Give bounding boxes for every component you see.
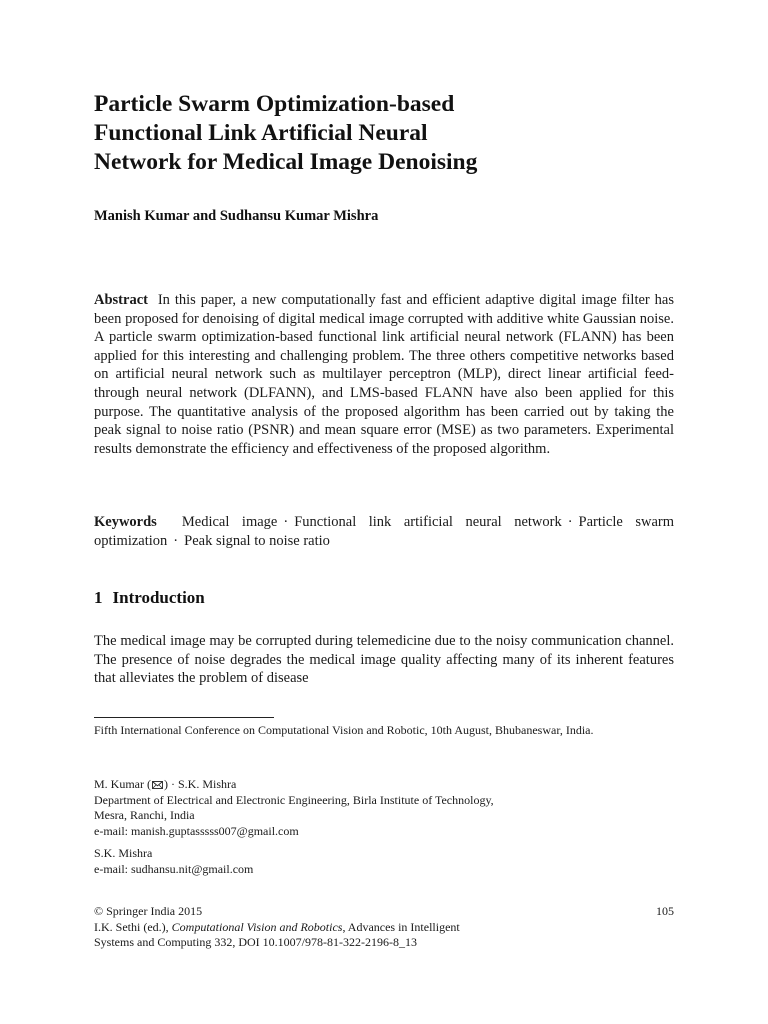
keyword-item: Peak signal to noise ratio: [184, 532, 330, 549]
keyword-separator: ·: [173, 532, 179, 549]
section-number: 1: [94, 588, 103, 607]
keywords-label: Keywords: [94, 514, 157, 530]
envelope-icon: [152, 781, 163, 789]
email-author-a: e-mail: manish.guptasssss007@gmail.com: [94, 823, 299, 838]
keyword-item: Medical image: [181, 514, 278, 530]
location: Mesra, Ranchi, India: [94, 808, 195, 823]
keyword-item: Functional link artificial neural network: [294, 514, 562, 530]
title-line-2: Functional Link Artificial Neural: [94, 120, 428, 146]
title-line-1: Particle Swarm Optimization-based: [94, 91, 455, 117]
abstract: [94, 291, 674, 458]
author-separator: · S.K. Mishra: [168, 777, 237, 791]
abstract-label: Abstract: [94, 292, 148, 308]
author-a-close: ): [164, 777, 168, 791]
keyword-item: Particle swarm optimization: [94, 514, 675, 549]
keyword-separator: ·: [567, 514, 573, 530]
section-heading: [94, 588, 205, 608]
email-author-b: e-mail: sudhansu.nit@gmail.com: [94, 861, 254, 876]
department: Department of Electrical and Electronic Engineering, Birla Institute of Technology,: [94, 792, 494, 807]
footnote: Fifth International Conference on Computational Vision and Robotic, 10th August, Bhubaneswar, India.: [94, 723, 594, 737]
series-name: , Advances in Intelligent: [342, 919, 460, 934]
introduction-paragraph: The medical image may be corrupted during telemedicine due to the noisy communication channel. The presence of noise degrades the medical image quality affecting many of its inherent features that alleviates the problem of disease: [94, 633, 674, 687]
doi-line: Systems and Computing 332, DOI 10.1007/978-81-322-2196-8_13: [94, 935, 417, 950]
author-list: Manish Kumar and Sudhansu Kumar Mishra: [94, 208, 379, 224]
keywords: [94, 513, 674, 550]
copyright-line: © Springer India 2015: [94, 904, 203, 918]
book-title: Computational Vision and Robotics: [171, 919, 343, 934]
copyright-block: [94, 904, 674, 951]
paper-title: [94, 90, 654, 177]
citation-line: [94, 920, 674, 936]
title-line-3: Network for Medical Image Denoising: [94, 149, 478, 175]
affiliation-block: [94, 777, 674, 878]
page-number: 105: [656, 904, 674, 918]
author-b: S.K. Mishra: [94, 846, 153, 861]
keyword-separator: ·: [283, 514, 289, 530]
footnote-divider: [94, 717, 274, 718]
corresponding-authors: [94, 777, 674, 793]
citation-editor: I.K. Sethi (ed.),: [94, 919, 172, 934]
author-a: M. Kumar (: [94, 777, 151, 791]
section-title: Introduction: [112, 588, 205, 607]
abstract-text: In this paper, a new computationally fast and efficient adaptive digital image filter has been proposed for denoising of digital medical image corrupted with additive white Gaussian noise. A particle swarm optimization-based functional link artificial neural network (FLANN) has been applied for this interesting and challenging problem. The three others competitive networks based on artificial neural network such as multilayer perceptron (MLP), direct linear artificial feed-through neural network (DLFANN), and LMS-based FLANN have also been applied for this purpose. The quantitative analysis of the proposed algorithm has been carried out by taking the peak signal to noise ratio (PSNR) and mean square error (MSE) as two parameters. Experimental results demonstrate the efficiency and effectiveness of the proposed algorithm.: [94, 292, 674, 457]
